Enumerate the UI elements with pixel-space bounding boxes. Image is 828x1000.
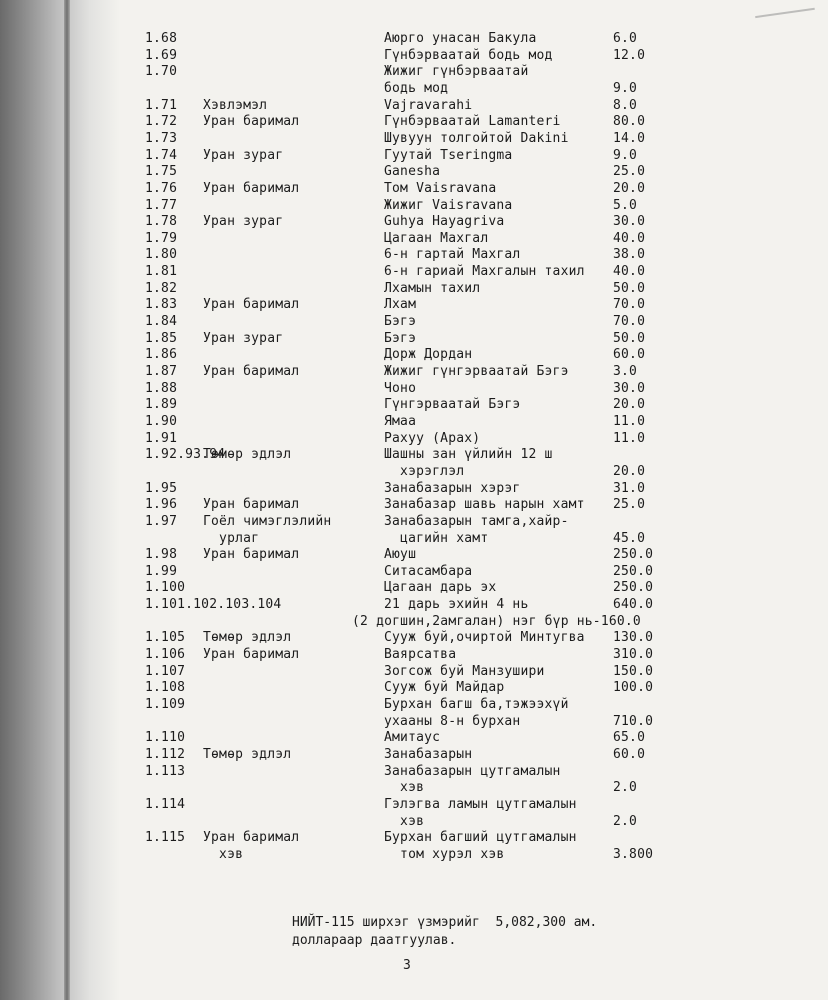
row-value: 14.0 bbox=[613, 130, 646, 146]
row-number: 1.70 bbox=[145, 64, 178, 80]
row-number: 1.79 bbox=[145, 230, 178, 246]
row-value: 2.0 bbox=[613, 780, 638, 796]
row-number: 1.68 bbox=[145, 31, 178, 46]
row-value: 11.0 bbox=[613, 413, 646, 429]
row-value: 45.0 bbox=[613, 530, 646, 546]
row-category: Уран баримал bbox=[203, 114, 300, 130]
row-value: 25.0 bbox=[613, 497, 646, 513]
row-name: Гүнбэрваатай бодь мод bbox=[384, 47, 553, 63]
row-value: 70.0 bbox=[613, 297, 646, 313]
row-number: 1.75 bbox=[145, 164, 178, 180]
row-number: 1.82 bbox=[145, 280, 178, 296]
row-number: 1.76 bbox=[145, 180, 178, 196]
total-line: НИЙТ-115 ширхэг үзмэрийг 5,082,300 ам. bbox=[292, 915, 598, 930]
row-name: Рахуу (Арах) bbox=[384, 430, 481, 446]
row-value: 150.0 bbox=[613, 663, 654, 679]
row-number: 1.97 bbox=[145, 513, 178, 529]
row-name: Жижиг гүнгэрваатай Бэгэ bbox=[384, 364, 569, 379]
row-name: Дорж Дордан bbox=[384, 347, 473, 363]
row-name: Бурхан багший цутгамалын bbox=[384, 830, 577, 846]
row-number: 1.80 bbox=[145, 247, 178, 263]
row-name: хэрэглэл bbox=[384, 463, 465, 479]
row-name: Жижиг Vaisravana bbox=[384, 197, 513, 213]
row-value: 11.0 bbox=[613, 430, 646, 446]
row-name: Vajravarahi bbox=[384, 97, 473, 113]
row-value: 70.0 bbox=[613, 314, 646, 330]
row-value: 250.0 bbox=[613, 580, 654, 596]
row-name: Занабазарын тамга,хайр- bbox=[384, 513, 569, 529]
row-category: хэв bbox=[203, 846, 244, 862]
row-category: урлаг bbox=[203, 530, 260, 546]
row-value: 38.0 bbox=[613, 247, 646, 263]
row-name: Ganesha bbox=[384, 164, 441, 180]
row-name: 6-н гариай Махгалын тахил bbox=[384, 264, 585, 280]
row-value: 130.0 bbox=[613, 630, 654, 646]
row-number: 1.90 bbox=[145, 413, 178, 429]
row-name: 21 дарь эхийн 4 нь bbox=[384, 597, 529, 613]
row-name: Гүнгэрваатай Бэгэ bbox=[384, 397, 521, 413]
row-number: 1.87 bbox=[145, 364, 178, 379]
row-category: Уран баримал bbox=[203, 180, 300, 196]
row-number: 1.115 bbox=[145, 830, 186, 846]
row-value: 5.0 bbox=[613, 197, 638, 213]
row-number: 1.88 bbox=[145, 380, 178, 396]
row-name: Зогсож буй Манзушири bbox=[384, 663, 545, 679]
row-category: Уран баримал bbox=[203, 647, 300, 663]
row-name: Том Vaisravana bbox=[384, 180, 497, 196]
row-name: Цагаан дарь эх bbox=[384, 580, 497, 596]
row-value: 9.0 bbox=[613, 147, 638, 163]
row-name: Занабазар шавь нарын хамт bbox=[384, 497, 585, 513]
row-category: Уран баримал bbox=[203, 547, 300, 563]
row-name: Шашны зан үйлийн 12 ш bbox=[384, 447, 553, 463]
row-value: 65.0 bbox=[613, 730, 646, 746]
row-number: 1.98 bbox=[145, 547, 178, 563]
corner-mark bbox=[753, 0, 815, 18]
row-value: 710.0 bbox=[613, 713, 654, 729]
row-value: 8.0 bbox=[613, 97, 638, 113]
row-value: 100.0 bbox=[613, 680, 654, 696]
row-value: 50.0 bbox=[613, 280, 646, 296]
row-name: том хурэл хэв bbox=[384, 846, 505, 862]
row-value: 30.0 bbox=[613, 214, 646, 230]
row-value: 40.0 bbox=[613, 264, 646, 280]
row-number: 1.77 bbox=[145, 197, 178, 213]
row-value: 80.0 bbox=[613, 114, 646, 130]
row-number: 1.78 bbox=[145, 214, 178, 230]
row-number: 1.106 bbox=[145, 647, 186, 663]
row-name: Лхам bbox=[384, 297, 417, 313]
row-number: 1.92.93.94 bbox=[145, 447, 226, 463]
row-number: 1.110 bbox=[145, 730, 186, 746]
row-name: Лхамын тахил bbox=[384, 280, 481, 296]
row-name: Жижиг гүнбэрваатай bbox=[384, 64, 529, 80]
row-value: 6.0 bbox=[613, 31, 638, 46]
row-value: 40.0 bbox=[613, 230, 646, 246]
row-value: 20.0 bbox=[613, 180, 646, 196]
row-name: Ваярсатва bbox=[384, 647, 457, 663]
row-name: Бурхан багш ба,тэжээхүй bbox=[384, 697, 569, 712]
row-number: 1.84 bbox=[145, 314, 178, 330]
row-name: Бэгэ bbox=[384, 314, 417, 330]
row-number: 1.109 bbox=[145, 697, 186, 712]
row-name: цагийн хамт bbox=[384, 530, 489, 546]
row-name: Гүнбэрваатай Lamanteri bbox=[384, 114, 561, 130]
row-name: Гэлэгва ламын цутгамалын bbox=[384, 796, 577, 812]
row-number: 1.73 bbox=[145, 130, 178, 146]
row-value: 3.0 bbox=[613, 364, 638, 379]
row-number: 1.69 bbox=[145, 47, 178, 63]
row-number: 1.108 bbox=[145, 680, 186, 696]
row-category: Уран зураг bbox=[203, 330, 284, 346]
row-number: 1.74 bbox=[145, 147, 178, 163]
row-name: бодь мод bbox=[384, 80, 449, 96]
row-value: 20.0 bbox=[613, 397, 646, 413]
row-category: Уран зураг bbox=[203, 147, 284, 163]
row-name: Чоно bbox=[384, 380, 417, 396]
row-name: Сууж буй Майдар bbox=[384, 680, 505, 696]
row-number: 1.81 bbox=[145, 264, 178, 280]
row-name: Guhya Hayagriva bbox=[384, 214, 505, 230]
row-value: 9.0 bbox=[613, 80, 638, 96]
row-name: Бэгэ bbox=[384, 330, 417, 346]
row-value: 310.0 bbox=[613, 647, 654, 663]
row-number: 1.101.102.103.104 bbox=[145, 597, 282, 613]
row-value: 250.0 bbox=[613, 547, 654, 563]
row-value: 50.0 bbox=[613, 330, 646, 346]
row-value: 20.0 bbox=[613, 463, 646, 479]
row-name: Сууж буй,очиртой Минтугва bbox=[384, 630, 585, 646]
row-category: Гоёл чимэглэлийн bbox=[203, 513, 332, 529]
row-category: Хэвлэмэл bbox=[203, 97, 268, 113]
row-number: 1.100 bbox=[145, 580, 186, 596]
row-number: 1.113 bbox=[145, 763, 186, 779]
row-number: 1.71 bbox=[145, 97, 178, 113]
total-line-2: доллараар даатгуулав. bbox=[292, 933, 457, 948]
row-value: 31.0 bbox=[613, 480, 646, 496]
row-category: Уран баримал bbox=[203, 497, 300, 513]
row-category: Төмөр эдлэл bbox=[203, 447, 292, 463]
row-number: 1.114 bbox=[145, 796, 186, 812]
scan-shadow bbox=[0, 0, 120, 1000]
row-number: 1.107 bbox=[145, 663, 186, 679]
row-name: Аюрго унасан Бакула bbox=[384, 31, 537, 46]
row-category: Уран баримал bbox=[203, 297, 300, 313]
row-value: 250.0 bbox=[613, 563, 654, 579]
row-number: 1.112 bbox=[145, 746, 186, 762]
row-number: 1.89 bbox=[145, 397, 178, 413]
row-number: 1.99 bbox=[145, 563, 178, 579]
row-number: 1.95 bbox=[145, 480, 178, 496]
row-number: 1.83 bbox=[145, 297, 178, 313]
row-name: Занабазарын цутгамалын bbox=[384, 763, 561, 779]
row-value: 60.0 bbox=[613, 347, 646, 363]
row-category: Уран зураг bbox=[203, 214, 284, 230]
row-category: Төмөр эдлэл bbox=[203, 746, 292, 762]
row-name: Ситасамбара bbox=[384, 563, 473, 579]
row-name: хэв bbox=[384, 813, 425, 829]
row-name: Занабазарын хэрэг bbox=[384, 480, 521, 496]
page-number: 3 bbox=[403, 958, 411, 973]
row-number: 1.86 bbox=[145, 347, 178, 363]
row-category: Уран баримал bbox=[203, 830, 300, 846]
row-value: 3.800 bbox=[613, 846, 654, 862]
row-name: Ямаа bbox=[384, 413, 417, 429]
row-value: 60.0 bbox=[613, 746, 646, 762]
binding-line bbox=[64, 0, 70, 1000]
row-value: 2.0 bbox=[613, 813, 638, 829]
row-value: 12.0 bbox=[613, 47, 646, 63]
row-category: Уран баримал bbox=[203, 364, 300, 379]
row-name: 6-н гартай Махгал bbox=[384, 247, 521, 263]
row-name: Цагаан Махгал bbox=[384, 230, 489, 246]
row-category: Төмөр эдлэл bbox=[203, 630, 292, 646]
row-value: 25.0 bbox=[613, 164, 646, 180]
row-name: Занабазарын bbox=[384, 746, 473, 762]
row-value: 30.0 bbox=[613, 380, 646, 396]
row-name: хэв bbox=[384, 780, 425, 796]
row-number: 1.85 bbox=[145, 330, 178, 346]
row-number: 1.96 bbox=[145, 497, 178, 513]
row-number: 1.105 bbox=[145, 630, 186, 646]
row-name: ухааны 8-н бурхан bbox=[384, 713, 521, 729]
row-name: Амитаус bbox=[384, 730, 441, 746]
row-name: Гуутай Tseringma bbox=[384, 147, 513, 163]
row-name: (2 догшин,2амгалан) нэг бүр нь-160.0 bbox=[352, 613, 641, 629]
row-name: Аюуш bbox=[384, 547, 417, 563]
row-value: 640.0 bbox=[613, 597, 654, 613]
row-number: 1.72 bbox=[145, 114, 178, 130]
row-number: 1.91 bbox=[145, 430, 178, 446]
row-name: Шувуун толгойтой Dakini bbox=[384, 130, 569, 146]
